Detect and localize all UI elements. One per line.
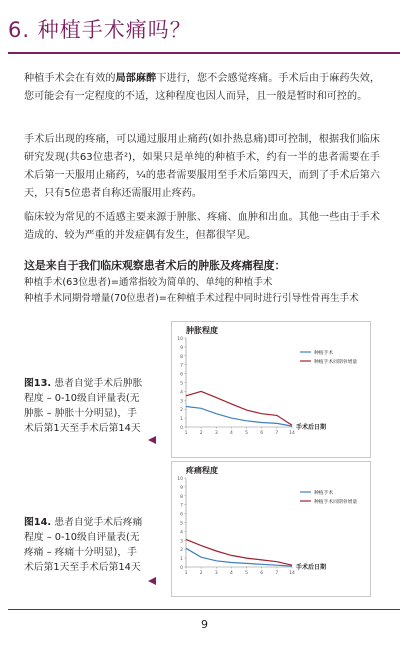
x-tick-label: 7 [275,571,279,576]
y-tick-label: 6 [180,372,183,378]
y-tick-label: 7 [180,503,183,509]
x-tick-label: 5 [245,571,249,576]
x-tick-label: 14 [289,431,295,436]
y-tick-label: 4 [180,530,183,536]
x-tick-label: 1 [184,431,188,436]
x-tick-label: 2 [199,571,203,576]
figure-14-label: 图14. [24,517,52,528]
pain-chart-svg [172,462,370,596]
x-tick-label: 3 [214,431,218,436]
x-tick-label: 5 [245,431,249,436]
y-tick-label: 1 [180,557,183,563]
x-tick-label: 14 [289,571,295,576]
x-tick-label: 2 [199,431,203,436]
bold-term: 局部麻醉 [115,73,157,84]
figure-pointer-icon [148,436,156,444]
paragraph-text: 下进行，您不会感觉疼痛。手术后由于麻药失效，您可能会有一定程度的不适，这种程度也因人而异，且一般是暂时和可控的。 [24,73,381,102]
y-tick-label: 2 [180,548,183,554]
x-tick-label: 4 [229,431,233,436]
series-line-implant-bone [186,539,292,565]
y-tick-label: 0 [180,426,183,431]
y-tick-label: 3 [180,539,183,545]
y-tick-label: 10 [177,477,183,482]
y-tick-label: 4 [180,390,183,396]
x-tick-label: 6 [260,571,264,576]
series-line-implant [186,407,292,427]
y-tick-label: 10 [177,337,183,342]
chart-pain [171,461,371,597]
title-divider [8,52,400,54]
y-tick-label: 5 [180,381,183,387]
y-tick-label: 8 [180,494,183,500]
y-tick-label: 0 [180,566,183,571]
y-tick-label: 6 [180,512,183,518]
paragraph-discomfort: 临床较为常见的不适感主要来源于肿胀、疼痛、血肿和出血。其他一些由于手术造成的、较为严重的并发症偶有发生，但都很罕见。 [24,212,380,241]
definitions [24,275,394,307]
chart-title: 疼痛程度 [186,466,218,475]
x-tick-label: 7 [275,431,279,436]
legend-label: 种植手术同期骨增量 [314,500,358,505]
y-tick-label: 9 [180,485,183,491]
figure-13-text: 患者自觉手术后肿胀程度 – 0-10级自评量表(无肿胀 – 肿胀十分明显)，手术后第1天至手术后第14天 [24,378,143,434]
chart-swelling [171,321,371,458]
footer-divider [8,609,400,610]
page-title: 6. 种植手术痛吗？ [8,18,192,42]
legend-label: 种植手术 [314,491,334,496]
y-tick-label: 9 [180,345,183,351]
y-tick-label: 7 [180,363,183,369]
figure-13-label: 图13. [24,378,52,389]
x-tick-label: 1 [184,571,188,576]
figure-13-caption [24,376,144,436]
figure-14-caption [24,515,144,575]
y-tick-label: 8 [180,354,183,360]
x-tick-label: 3 [214,571,218,576]
swelling-chart-svg [172,322,370,457]
page-number: 9 [201,618,208,631]
paragraph-anesthesia [24,70,380,106]
definition-implant-bone: 种植手术同期骨增量(70位患者)=在种植手术过程中同时进行引导性骨再生手术 [24,293,359,304]
legend-label: 种植手术 [314,351,334,356]
figure-pointer-icon [148,577,156,585]
x-axis-label: 手术后日期 [296,424,327,431]
definition-implant: 种植手术(63位患者)=通常指较为简单的、单纯的种植手术 [24,277,273,288]
x-tick-label: 6 [260,431,264,436]
y-tick-label: 2 [180,408,183,414]
chart-title: 肿胀程度 [186,326,218,335]
y-tick-label: 1 [180,417,183,423]
figure-14-text: 患者自觉手术后疼痛程度 – 0-10级自评量表(无疼痛 – 疼痛十分明显)，手术后第1天至手术后第14天 [24,517,143,573]
y-tick-label: 5 [180,521,183,527]
x-axis-label: 手术后日期 [296,564,327,571]
x-tick-label: 4 [229,571,233,576]
paragraph-painkillers: 手术后出现的疼痛，可以通过服用止痛药(如扑热息痛)即可控制，根据我们临床研究发现(共63位患者²)，如果只是单纯的种植手术，约有一半的患者需要在手术后第一天服用止痛药，¼的患者需要服用至手术后第四天，而到了手术后第六天，只有5位患者自称还需服用止疼药。 [24,134,380,199]
section-heading: 这是来自于我们临床观察患者术后的肿胀及疼痛程度： [24,259,286,272]
y-tick-label: 3 [180,399,183,405]
legend-label: 种植手术同期骨增量 [314,360,358,365]
paragraph-text: 种植手术会在有效的 [24,73,116,84]
